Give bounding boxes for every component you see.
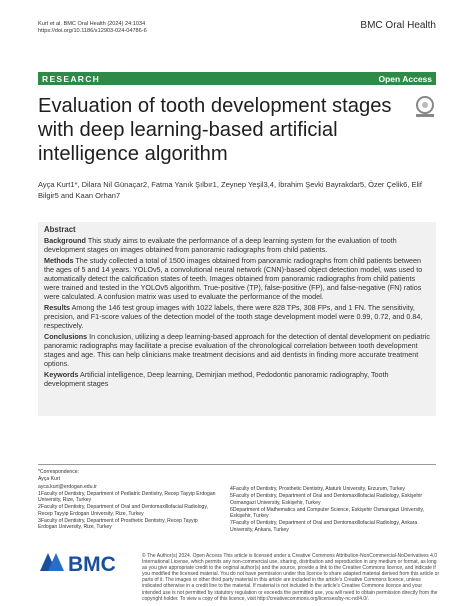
footnote-divider — [38, 464, 436, 465]
correspondence-label: *Correspondence: — [38, 469, 80, 475]
citation-line: Kurt et al. BMC Oral Health (2024) 24:1034 — [38, 21, 146, 27]
affiliation-6: 6Department of Mathematics and Computer Science, Eskişehir Osmangazi University, Eskişehir, Turkey — [230, 506, 425, 520]
open-access-label: Open Access — [378, 73, 432, 84]
author-list: Ayça Kurt1*, Dilara Nil Günaçar2, Fatma Yanık Şılbır1, Zeynep Yeşil3,4, İbrahim Şevki Bayrakdar5, Özer Çelik6, Elif Bilgir5 and Kaan Orhan7 — [38, 180, 422, 200]
bmc-logo-text: BMC — [68, 553, 116, 576]
doi-link[interactable]: https://doi.org/10.1186/s12903-024-04786-6 — [38, 28, 147, 34]
background-label: Background — [44, 236, 86, 245]
conclusions-text: In conclusion, utilizing a deep learning-based approach for the detection of dental development on pediatric panoramic radiographs may facilitate a precise evaluation of the chronological correlation between tooth development stages and age. This can help clinicians make treatment decisions and aid dentists in finding more accurate treatment options. — [44, 332, 430, 368]
check-for-updates-icon[interactable] — [412, 95, 438, 119]
license-text: © The Author(s) 2024. Open Access This article is licensed under a Creative Commons Attribution-NonCommercial-NoDerivatives 4.0 International License, which permits any non-commercial use, sharing, distribution and reproduction in any medium or format, as long as you give appropriate credit to the original author(s) and the source, provide a link to the Creative Commons licence, and indicate if you modified the licensed material. You do not have permission under this licence to share adapted material derived from this article or parts of it. The images or other third party material in this article are included in the article's Creative Commons licence, unless indicated otherwise in a credit line to the material. If material is not included in the article's Creative Commons licence and your intended use is not permitted by statutory regulation or exceeds the permitted use, you will need to obtain permission directly from the copyright holder. To view a copy of this licence, visit http://creativecommons.org/licenses/by-nc-nd/4.0/. — [142, 553, 440, 602]
article-type-banner — [38, 72, 436, 85]
journal-name: BMC Oral Health — [360, 20, 436, 31]
results-text: Among the 146 test group images with 1022 labels, there were 828 TPs, 308 FPs, and 1 FN. The sensitivity, precision, and F1-score values of the detection model of the tooth stage development model were 0.99, 0.72, and 0.84, respectively. — [44, 303, 423, 330]
background-text: This study aims to evaluate the performance of a deep learning system for the evaluation of tooth development stages on images obtained from panoramic radiographs from child patients. — [44, 236, 397, 254]
keywords-label: Keywords — [44, 370, 79, 379]
affiliation-7: 7Faculty of Dentistry, Department of Oral and Dentomaxillofacial Radiology, Ankara University, Ankara, Turkey — [230, 520, 418, 533]
bmc-logo — [38, 547, 133, 577]
abstract-results — [44, 303, 430, 330]
correspondence-name: Ayça Kurt — [38, 476, 60, 483]
footnotes-left — [38, 469, 218, 532]
abstract-methods — [44, 256, 430, 301]
conclusions-label: Conclusions — [44, 332, 88, 341]
abstract-conclusions — [44, 332, 430, 368]
article-title: Evaluation of tooth development stages with deep learning-based artificial intelligence algorithm — [38, 95, 392, 165]
affiliation-3: 3Faculty of Dentistry, Department of Prosthetic Dentistry, Recep Tayyip Erdogan University, Rize, Turkey — [38, 518, 198, 531]
correspondence-email[interactable]: ayca.kurt@erdogan.edu.tr — [38, 483, 97, 490]
affiliation-5: 5Faculty of Dentistry, Department of Oral and Dentomaxillofacial Radiology, Eskişehir Osmangazi University, Eskişehir, Turkey — [230, 493, 423, 506]
abstract-heading: Abstract — [44, 225, 76, 234]
keywords-text: Artificial intelligence, Deep learning, Demirjian method, Pedodontic panoramic radiography, Tooth development stages — [44, 370, 389, 388]
abstract-background — [44, 236, 430, 254]
results-label: Results — [44, 303, 70, 312]
methods-label: Methods — [44, 256, 74, 265]
abstract-keywords — [44, 370, 430, 388]
affiliation-1: 1Faculty of Dentistry, Department of Pediatric Dentistry, Recep Tayyip Erdogan University, Rize, Turkey — [38, 490, 216, 504]
affiliation-2: 2Faculty of Dentistry, Department of Oral and Dentomaxillofacial Radiology, Recep Tayyip Erdogan University, Rize, Turkey — [38, 504, 208, 517]
affiliation-4: 4Faculty of Dentistry, Prosthetic Dentistry, Ataturk University, Erzurum, Turkey — [230, 486, 405, 492]
research-label: RESEARCH — [42, 73, 101, 84]
abstract-box — [38, 222, 436, 416]
citation-header — [38, 21, 147, 35]
methods-text: The study collected a total of 1500 images obtained from panoramic radiographs from child patients between the ages of 5 and 14 years. YOLOv5, a convolutional neural network (CNN)-based object detection model, was used to automatically detect the calcification states of teeth. Images obtained from panoramic radiographs from child patients were trained and tested in the YOLOv5 algorithm. True-positive (TP), false-positive (FP), and false-negative (FN) ratios were calculated. A confusion matrix was used to evaluate the performance of the model. — [44, 256, 423, 301]
footnotes-right — [230, 486, 440, 534]
